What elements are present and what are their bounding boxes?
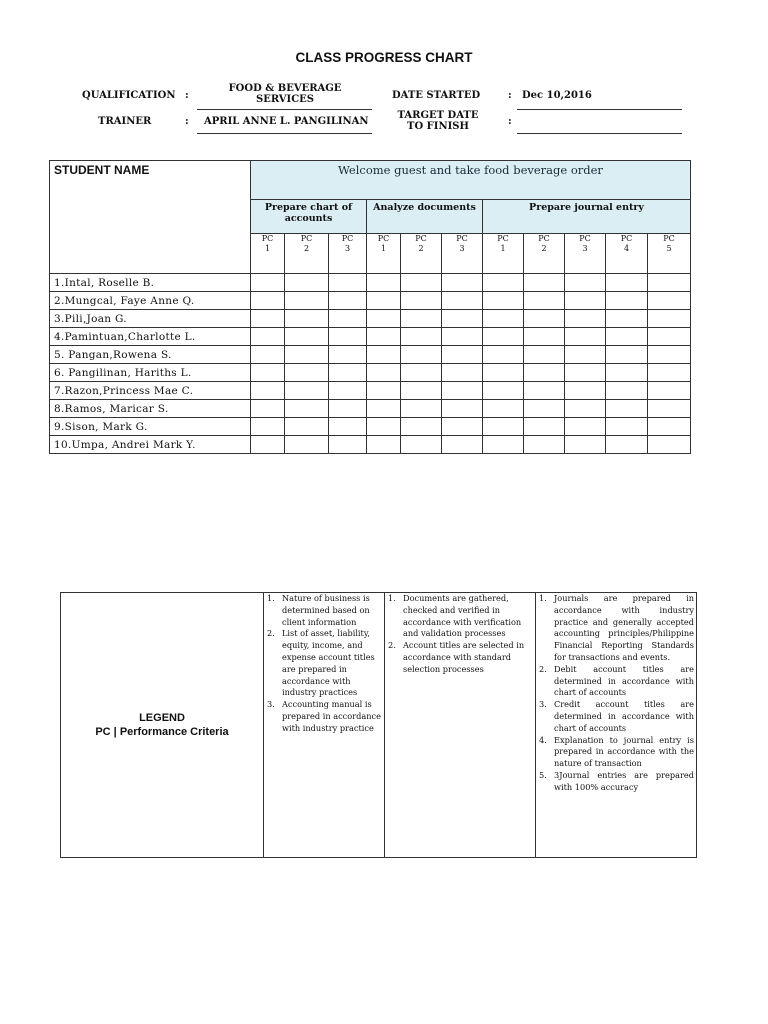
progress-cell[interactable]: [648, 310, 691, 328]
pc-label: PC: [300, 234, 313, 243]
pc-label: PC: [341, 234, 354, 243]
progress-cell[interactable]: [329, 382, 367, 400]
progress-cell[interactable]: [606, 346, 648, 364]
progress-cell[interactable]: [648, 328, 691, 346]
progress-cell[interactable]: [367, 274, 401, 292]
pc-label: PC: [415, 234, 427, 243]
table-row: [50, 346, 691, 364]
pc-number: 5: [666, 244, 672, 253]
pc-number: 1: [500, 244, 506, 253]
table-row: [50, 328, 691, 346]
criterion-number: 1.: [388, 593, 396, 603]
progress-cell[interactable]: [442, 346, 483, 364]
progress-cell[interactable]: [524, 436, 565, 454]
criterion-text: Documents are gathered, checked and verified in accordance with verification and validation processes: [403, 593, 522, 639]
progress-cell[interactable]: [285, 436, 329, 454]
table-row: [50, 436, 691, 454]
pc-number: 2: [303, 244, 310, 253]
progress-cell[interactable]: [442, 400, 483, 418]
criterion-item: [264, 628, 382, 699]
trainer-value: APRIL ANNE L. PANGILINAN: [204, 116, 369, 127]
legend-table: [60, 592, 697, 858]
progress-cell[interactable]: [606, 274, 648, 292]
progress-cell[interactable]: [251, 310, 285, 328]
unit-title: Welcome guest and take food beverage order: [251, 161, 691, 200]
progress-cell[interactable]: [524, 400, 565, 418]
criterion-item: [536, 593, 694, 664]
table-row: [50, 418, 691, 436]
progress-cell[interactable]: [251, 400, 285, 418]
progress-cell[interactable]: [285, 310, 329, 328]
legend-col-2: [385, 593, 536, 858]
progress-cell[interactable]: [401, 364, 442, 382]
progress-cell[interactable]: [251, 274, 285, 292]
legend-title: LEGEND: [139, 712, 185, 724]
pc-header: [442, 234, 483, 274]
criterion-text: Debit account titles are determined in accordance with chart of accounts: [554, 663, 694, 698]
progress-cell[interactable]: [565, 292, 606, 310]
progress-cell[interactable]: [285, 364, 329, 382]
progress-cell[interactable]: [251, 346, 285, 364]
criterion-text: Credit account titles are determined in accordance with chart of accounts: [554, 699, 694, 733]
progress-cell[interactable]: [251, 364, 285, 382]
progress-cell[interactable]: [524, 274, 565, 292]
progress-cell[interactable]: [483, 328, 524, 346]
qualification-label: QUALIFICATION: [82, 90, 176, 101]
progress-cell[interactable]: [565, 400, 606, 418]
progress-cell[interactable]: [367, 400, 401, 418]
progress-cell[interactable]: [442, 292, 483, 310]
criterion-number: 2.: [539, 663, 547, 674]
student-name: 9.Sison, Mark G.: [50, 418, 251, 436]
qualification-underline: [197, 109, 372, 110]
progress-cell[interactable]: [285, 346, 329, 364]
progress-cell[interactable]: [442, 382, 483, 400]
criterion-text: 3Journal entries are prepared with 100% accuracy: [554, 769, 694, 792]
progress-cell[interactable]: [606, 292, 648, 310]
progress-cell[interactable]: [329, 418, 367, 436]
progress-cell[interactable]: [483, 364, 524, 382]
target-date-colon: :: [508, 116, 512, 127]
trainer-label: TRAINER: [98, 116, 152, 127]
page-title: CLASS PROGRESS CHART: [295, 50, 473, 65]
progress-cell[interactable]: [483, 436, 524, 454]
progress-cell[interactable]: [401, 310, 442, 328]
criterion-text: Explanation to journal entry is prepared in accordance with the nature of transaction: [554, 734, 694, 769]
pc-label: PC: [579, 234, 591, 243]
pc-header: [483, 234, 524, 274]
progress-cell[interactable]: [524, 382, 565, 400]
progress-table: [49, 160, 691, 454]
progress-cell[interactable]: [442, 418, 483, 436]
progress-cell[interactable]: [442, 328, 483, 346]
progress-cell[interactable]: [367, 310, 401, 328]
criterion-text: Accounting manual is prepared in accordance with industry practice: [282, 699, 381, 733]
progress-cell[interactable]: [251, 436, 285, 454]
progress-cell[interactable]: [367, 292, 401, 310]
pc-header: [285, 234, 329, 274]
progress-cell[interactable]: [329, 310, 367, 328]
criterion-text: List of asset, liability, equity, income, and expense account titles are prepared in accordance with industry practices: [282, 628, 375, 698]
pc-number: 2: [418, 244, 424, 253]
trainer-colon: :: [185, 116, 189, 127]
date-started-colon: :: [508, 90, 512, 101]
progress-cell[interactable]: [285, 292, 329, 310]
progress-cell[interactable]: [483, 418, 524, 436]
pc-header: [606, 234, 648, 274]
pc-header: [648, 234, 691, 274]
progress-cell[interactable]: [565, 436, 606, 454]
criterion-text: Journals are prepared in accordance with industry practice and generally accepted accounting principles/Philippine Financial Reporting Standards for transactions and events.: [554, 593, 694, 662]
student-name: 8.Ramos, Maricar S.: [50, 400, 251, 418]
student-name: 4.Pamintuan,Charlotte L.: [50, 328, 251, 346]
legend-col-1: [264, 593, 385, 858]
progress-cell[interactable]: [285, 400, 329, 418]
progress-cell[interactable]: [483, 274, 524, 292]
progress-cell[interactable]: [524, 418, 565, 436]
date-started-underline: [517, 109, 682, 110]
progress-cell[interactable]: [251, 292, 285, 310]
progress-cell[interactable]: [648, 274, 691, 292]
progress-cell[interactable]: [442, 436, 483, 454]
student-name: 1.Intal, Roselle B.: [50, 274, 251, 292]
criterion-number: 4.: [539, 734, 547, 745]
criterion-text: Account titles are selected in accordance with standard selection processes: [403, 640, 525, 674]
criterion-number: 2.: [388, 640, 396, 651]
student-name: 10.Umpa, Andrei Mark Y.: [50, 436, 251, 454]
progress-cell[interactable]: [524, 310, 565, 328]
progress-cell[interactable]: [648, 292, 691, 310]
progress-cell[interactable]: [442, 274, 483, 292]
progress-cell[interactable]: [648, 436, 691, 454]
progress-cell[interactable]: [367, 328, 401, 346]
progress-cell[interactable]: [648, 400, 691, 418]
criterion-number: 2.: [267, 628, 275, 639]
pc-label: PC: [663, 234, 675, 243]
progress-cell[interactable]: [606, 382, 648, 400]
criterion-item: [385, 593, 533, 640]
legend-subtitle: PC | Performance Criteria: [95, 726, 229, 738]
progress-cell[interactable]: [524, 328, 565, 346]
progress-cell[interactable]: [367, 346, 401, 364]
criterion-item: [536, 735, 694, 770]
student-name: 6. Pangilinan, Hariths L.: [50, 364, 251, 382]
progress-cell[interactable]: [329, 328, 367, 346]
progress-cell[interactable]: [401, 436, 442, 454]
progress-cell[interactable]: [401, 418, 442, 436]
progress-cell[interactable]: [606, 418, 648, 436]
progress-cell[interactable]: [329, 274, 367, 292]
pc-number: 3: [582, 244, 588, 253]
progress-cell[interactable]: [329, 400, 367, 418]
criterion-item: [536, 664, 694, 699]
progress-cell[interactable]: [606, 310, 648, 328]
progress-cell[interactable]: [606, 436, 648, 454]
qualification-colon: :: [185, 90, 189, 101]
pc-number: 1: [380, 244, 387, 253]
progress-cell[interactable]: [285, 328, 329, 346]
pc-number: 1: [264, 244, 271, 253]
student-name-header: STUDENT NAME: [50, 161, 251, 274]
criterion-item: [536, 699, 694, 734]
progress-cell[interactable]: [285, 274, 329, 292]
progress-cell[interactable]: [606, 364, 648, 382]
table-row: [50, 382, 691, 400]
table-row: [50, 274, 691, 292]
table-row: [50, 292, 691, 310]
criterion-number: 3.: [267, 699, 275, 710]
progress-cell[interactable]: [251, 418, 285, 436]
pc-label: PC: [377, 234, 390, 243]
criterion-item: [264, 699, 382, 734]
pc-number: 2: [541, 244, 547, 253]
student-name: 3.Pili,Joan G.: [50, 310, 251, 328]
pc-label: PC: [620, 234, 633, 243]
student-name: 5. Pangan,Rowena S.: [50, 346, 251, 364]
progress-cell[interactable]: [401, 400, 442, 418]
progress-cell[interactable]: [648, 364, 691, 382]
progress-cell[interactable]: [565, 364, 606, 382]
progress-cell[interactable]: [565, 346, 606, 364]
progress-cell[interactable]: [483, 382, 524, 400]
criterion-text: Nature of business is determined based on client information: [282, 593, 370, 627]
pc-label: PC: [538, 234, 550, 243]
progress-cell[interactable]: [367, 418, 401, 436]
progress-cell[interactable]: [367, 436, 401, 454]
pc-label: PC: [497, 234, 509, 243]
progress-cell[interactable]: [606, 328, 648, 346]
progress-cell[interactable]: [648, 382, 691, 400]
progress-cell[interactable]: [329, 436, 367, 454]
pc-number: 4: [623, 244, 630, 253]
pc-header: [565, 234, 606, 274]
pc-number: 3: [344, 244, 351, 253]
element-header: Analyze documents: [367, 200, 483, 234]
progress-cell[interactable]: [442, 310, 483, 328]
criterion-item: [264, 593, 382, 628]
date-started-value: Dec 10,2016: [522, 90, 592, 101]
progress-cell[interactable]: [565, 382, 606, 400]
progress-cell[interactable]: [401, 346, 442, 364]
legend-col-3: [536, 593, 697, 858]
student-name: 2.Mungcal, Faye Anne Q.: [50, 292, 251, 310]
progress-cell[interactable]: [442, 364, 483, 382]
table-row: [50, 364, 691, 382]
progress-cell[interactable]: [401, 292, 442, 310]
progress-cell[interactable]: [401, 382, 442, 400]
target-date-underline: [517, 133, 682, 134]
progress-cell[interactable]: [565, 418, 606, 436]
criterion-number: 1.: [539, 593, 547, 603]
progress-cell[interactable]: [483, 292, 524, 310]
progress-cell[interactable]: [565, 310, 606, 328]
trainer-underline: [197, 133, 372, 134]
criterion-number: 5.: [539, 769, 547, 780]
progress-cell[interactable]: [251, 382, 285, 400]
progress-cell[interactable]: [483, 310, 524, 328]
progress-cell[interactable]: [329, 364, 367, 382]
criterion-number: 3.: [539, 699, 547, 710]
qualification-value: FOOD & BEVERAGE SERVICES: [228, 83, 342, 105]
legend-cell: [61, 593, 264, 858]
progress-cell[interactable]: [565, 274, 606, 292]
progress-cell[interactable]: [606, 400, 648, 418]
criterion-item: [536, 770, 694, 794]
criterion-number: 1.: [267, 593, 275, 603]
progress-cell[interactable]: [367, 364, 401, 382]
progress-cell[interactable]: [401, 328, 442, 346]
pc-header: [329, 234, 367, 274]
progress-cell[interactable]: [524, 292, 565, 310]
progress-cell[interactable]: [483, 346, 524, 364]
pc-header: [367, 234, 401, 274]
pc-label: PC: [456, 234, 468, 243]
pc-label: PC: [261, 234, 274, 243]
progress-cell[interactable]: [648, 418, 691, 436]
pc-header: [524, 234, 565, 274]
date-started-label: DATE STARTED: [392, 90, 481, 101]
student-name: 7.Razon,Princess Mae C.: [50, 382, 251, 400]
progress-cell[interactable]: [565, 328, 606, 346]
progress-cell[interactable]: [329, 292, 367, 310]
pc-header: [401, 234, 442, 274]
progress-cell[interactable]: [648, 346, 691, 364]
progress-cell[interactable]: [401, 274, 442, 292]
target-date-label: TARGET DATE TO FINISH: [397, 110, 479, 132]
progress-cell[interactable]: [285, 382, 329, 400]
element-header: Prepare chart of accounts: [251, 200, 367, 234]
progress-cell[interactable]: [329, 346, 367, 364]
progress-cell[interactable]: [367, 382, 401, 400]
pc-header: [251, 234, 285, 274]
progress-cell[interactable]: [483, 400, 524, 418]
progress-cell[interactable]: [251, 328, 285, 346]
criterion-item: [385, 640, 533, 675]
progress-cell[interactable]: [285, 418, 329, 436]
element-header: Prepare journal entry: [483, 200, 691, 234]
progress-cell[interactable]: [524, 364, 565, 382]
table-row: [50, 310, 691, 328]
pc-number: 3: [459, 244, 465, 253]
progress-cell[interactable]: [524, 346, 565, 364]
table-row: [50, 400, 691, 418]
